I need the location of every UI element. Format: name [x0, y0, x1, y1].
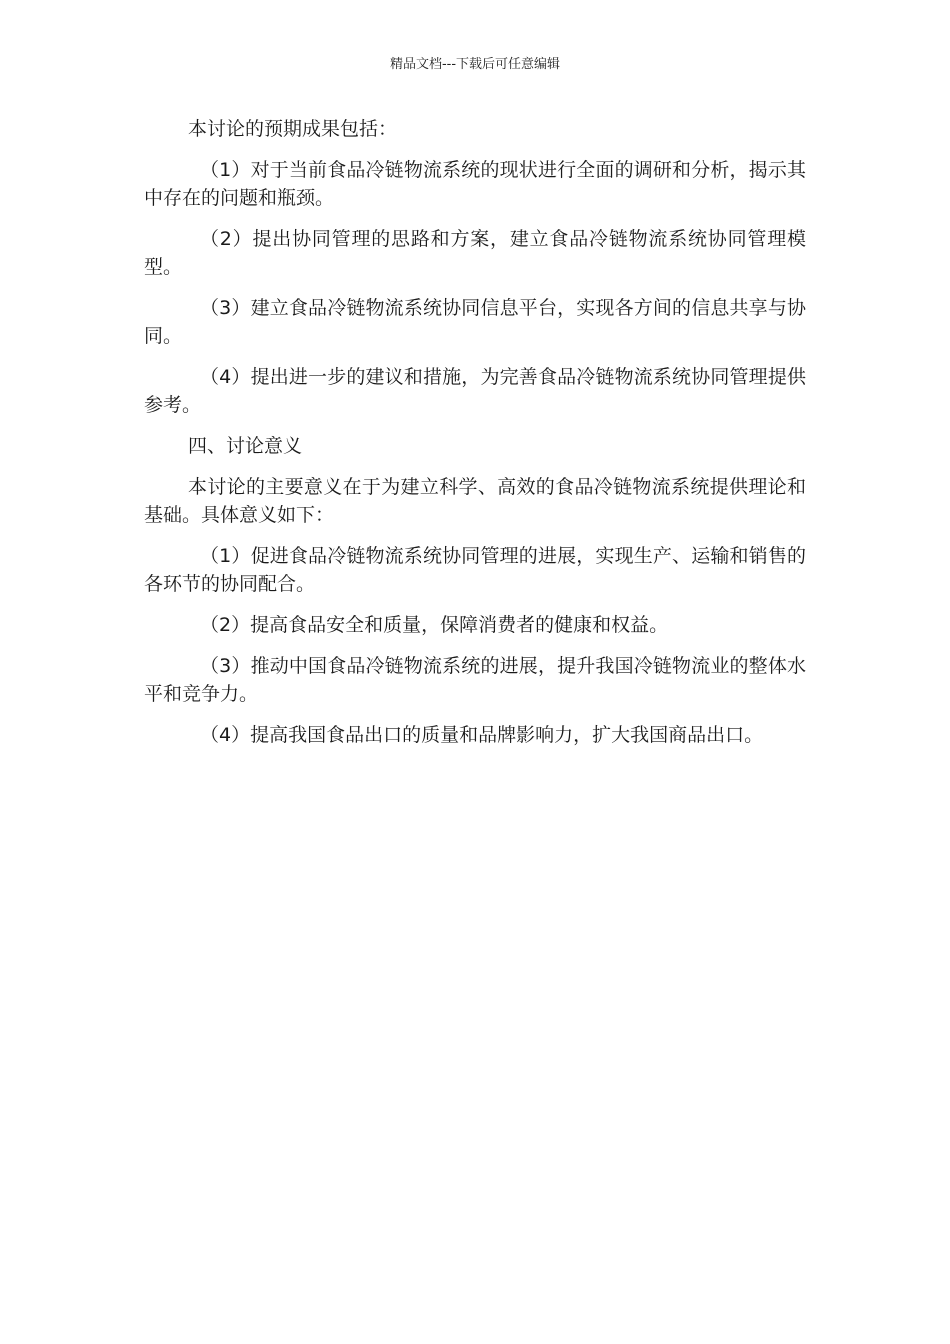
paragraph-significance-1: （1）促进食品冷链物流系统协同管理的进展，实现生产、运输和销售的各环节的协同配合。 — [144, 545, 806, 595]
page-header: 精品文档---下载后可任意编辑 — [389, 57, 561, 72]
paragraph-expected-results-intro: 本讨论的预期成果包括： — [188, 118, 398, 140]
section-heading-significance: 四、讨论意义 — [188, 435, 303, 457]
paragraph-significance-4: （4）提高我国食品出口的质量和品牌影响力，扩大我国商品出口。 — [200, 724, 764, 746]
paragraph-significance-2: （2）提高食品安全和质量，保障消费者的健康和权益。 — [200, 614, 669, 636]
paragraph-result-1: （1）对于当前食品冷链物流系统的现状进行全面的调研和分析，揭示其中存在的问题和瓶颈。 — [144, 159, 806, 209]
document-body — [144, 115, 806, 762]
paragraph-significance-3: （3）推动中国食品冷链物流系统的进展，提升我国冷链物流业的整体水平和竞争力。 — [144, 655, 806, 705]
paragraph-result-3: （3）建立食品冷链物流系统协同信息平台，实现各方间的信息共享与协同。 — [144, 297, 806, 347]
paragraph-significance-intro: 本讨论的主要意义在于为建立科学、高效的食品冷链物流系统提供理论和基础。具体意义如下： — [144, 476, 806, 526]
paragraph-result-2: （2）提出协同管理的思路和方案，建立食品冷链物流系统协同管理模型。 — [144, 228, 806, 278]
paragraph-result-4: （4）提出进一步的建议和措施，为完善食品冷链物流系统协同管理提供参考。 — [144, 366, 806, 416]
